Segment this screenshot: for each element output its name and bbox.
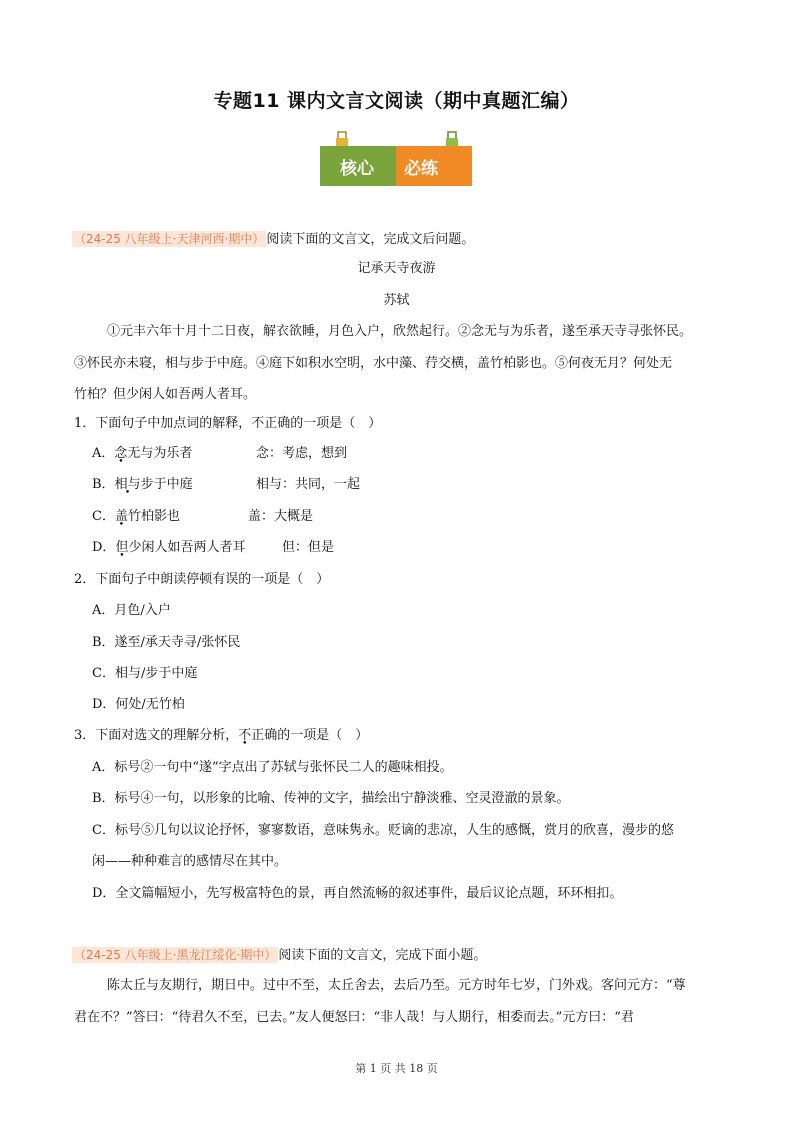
option-gloss: 盖：大概是 [248, 509, 314, 524]
dotted-word: 相与 [114, 477, 141, 492]
option-row [92, 508, 180, 526]
option-label: B． [92, 477, 115, 492]
source-tag: （24-25 八年级上·黑龙江绥化·期中） [74, 948, 277, 962]
option-row: C．相与/步于中庭 [92, 666, 198, 681]
passage-author: 苏轼 [383, 293, 410, 308]
stem-text: 3．下面对选文的理解分析， [74, 728, 239, 743]
stem-text: 正确的一项是（ ） [251, 728, 369, 743]
option-text: 步于中庭 [140, 477, 193, 492]
passage-line: 君在不？”答曰：“待君久不至，已去。”友人便怒曰：“非人哉！与人期行，相委而去。”元方曰：“君 [74, 1010, 634, 1025]
source-tag: （24-25 八年级上·天津河西·期中） [74, 232, 265, 246]
badge-left-label: 核心 [340, 159, 374, 179]
question-stem [74, 727, 368, 745]
dotted-word: 不 [238, 728, 252, 743]
option-gloss: 相与：共同，一起 [256, 477, 361, 492]
question-stem: 1．下面句子中加点词的解释，不正确的一项是（ ） [74, 416, 382, 431]
option-text: 无与为乐者 [127, 446, 193, 461]
badge-right-label: 必练 [404, 159, 438, 179]
option-row: D．全文篇幅短小，先写极富特色的景，再自然流畅的叙述事件，最后议论点题，环环相扣。 [92, 886, 623, 901]
option-row-continued: 闲——种种难言的感情尽在其中。 [92, 854, 288, 869]
option-gloss: 念：考虑，想到 [256, 446, 348, 461]
passage-line: ③怀民亦未寝，相与步于中庭。④庭下如积水空明，水中藻、荇交横，盖竹柏影也。⑤何夜无月？何处无 [74, 356, 673, 371]
section-instruction: 阅读下面的文言文，完成文后问题。 [266, 232, 475, 247]
option-row: A．标号②一句中“遂”字点出了苏轼与张怀民二人的趣味相投。 [92, 760, 453, 775]
dotted-word: 但 [115, 540, 129, 555]
passage-line: 陈太丘与友期行，期日中。过中不至，太丘舍去，去后乃至。元方时年七岁，门外戏。客问元方：“尊 [107, 978, 686, 993]
option-row [92, 539, 245, 557]
option-row: C．标号⑤几句以议论抒怀，寥寥数语，意味隽永。贬谪的悲凉，人生的感慨，赏月的欣喜，漫步的悠 [92, 823, 674, 838]
option-row: D．何处/无竹柏 [92, 697, 185, 712]
option-label: D． [92, 540, 116, 555]
dotted-word: 盖 [114, 509, 128, 524]
dotted-word: 念 [114, 446, 128, 461]
option-label: A． [92, 446, 115, 461]
option-text: 少闲人如吾两人者耳 [128, 540, 246, 555]
page-title: 专题11 课内文言文阅读（期中真题汇编） [213, 90, 580, 112]
passage-line: 竹柏？但少闲人如吾两人者耳。 [74, 387, 257, 402]
section2-header [72, 946, 486, 965]
section1-header [72, 230, 474, 249]
question-stem: 2．下面句子中朗读停顿有误的一项是（ ） [74, 572, 330, 587]
option-row [92, 476, 193, 494]
passage-line: ①元丰六年十月十二日夜，解衣欲睡，月色入户，欣然起行。②念无与为乐者，遂至承天寺寻张怀民。 [107, 324, 693, 339]
passage-title: 记承天寺夜游 [357, 261, 436, 276]
option-row: B．标号④一句，以形象的比喻、传神的文字，描绘出宁静淡雅、空灵澄澈的景象。 [92, 791, 570, 806]
page-footer: 第 1 页 共 18 页 [355, 1062, 438, 1075]
option-row [92, 445, 192, 463]
option-text: 竹柏影也 [127, 509, 180, 524]
option-row: B．遂至/承天寺寻/张怀民 [92, 635, 241, 650]
option-label: C． [92, 509, 115, 524]
option-row: A．月色/入户 [92, 603, 171, 618]
option-gloss: 但：但是 [282, 540, 335, 555]
core-practice-badge [320, 130, 472, 186]
section-instruction: 阅读下面的文言文，完成下面小题。 [278, 948, 487, 963]
